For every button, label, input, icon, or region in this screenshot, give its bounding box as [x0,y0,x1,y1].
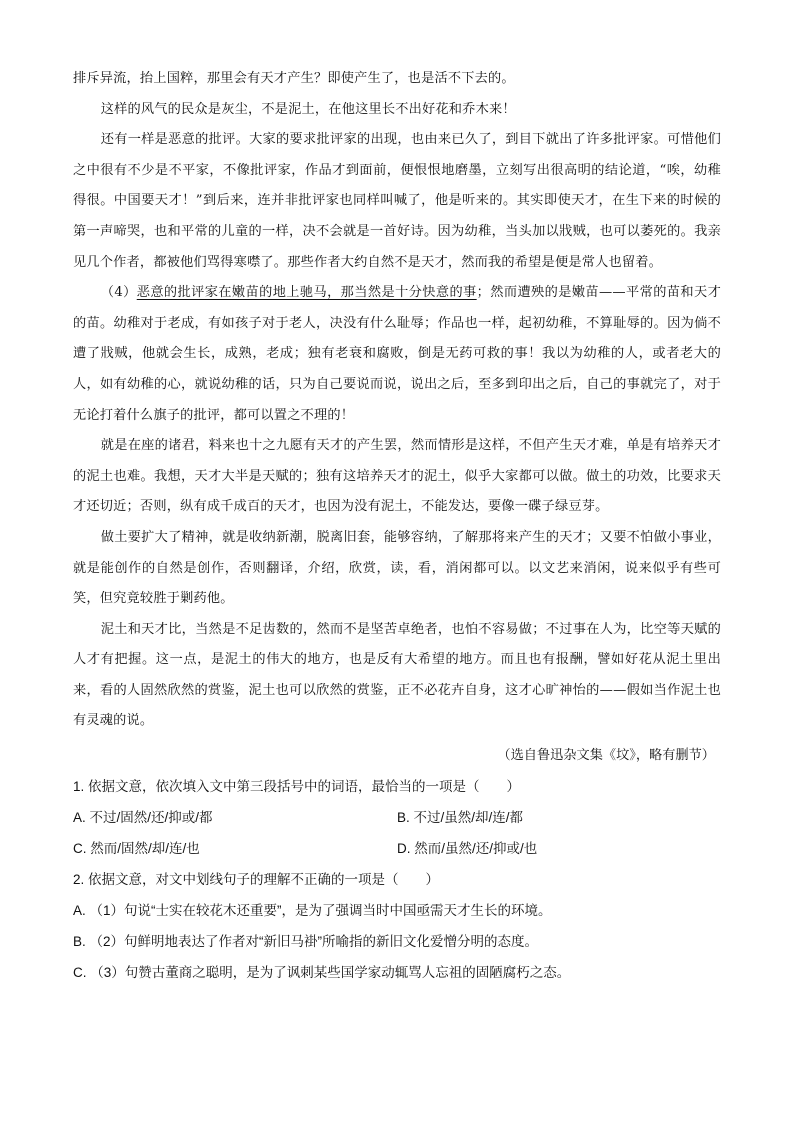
question-1-option-d: D. 然而/虽然/还/抑或/也 [397,841,538,857]
question-1-stem: 1. 依据文意，依次填入文中第三段括号中的词语，最恰当的一项是（ ） [73,779,521,795]
source-citation: （选自鲁迅杂文集《坟》，略有删节） [497,748,715,764]
question-2-option-a: A. （1）句说“士实在较花木还重要”，是为了强调当时中国亟需天才生长的环境。 [73,903,552,919]
question-2-option-b: B. （2）句鲜明地表达了作者对“新旧马褂”所喻指的新旧文化爱憎分明的态度。 [73,934,539,950]
passage-paragraph-6: 做土要扩大了精神，就是收纳新潮，脱离旧套，能够容纳，了解那将来产生的天才；又要不怕做小事业，就是能创作的自然是创作，否则翻译，介绍，欣赏，读，看，消闲都可以。以文艺来消闲，说来似乎有些可笑，但究竟较胜于剿药他。 [73,529,721,607]
passage-paragraph-4 [73,278,721,431]
question-1-option-a: A. 不过/固然/还/抑或/都 [73,810,213,826]
passage-paragraph-5: 就是在座的诸君，料来也十之九愿有天才的产生罢，然而情形是这样，不但产生天才难，单是有培养天才的泥土也难。我想，天才大半是天赋的；独有这培养天才的泥土，似乎大家都可以做。做土的功效，比要求天才还切近；否则，纵有成千成百的天才，也因为没有泥土，不能发达，要像一碟子绿豆芽。 [73,438,721,515]
question-2-option-c: C. （3）句赞古董商之聪明，是为了讽刺某些国学家动辄骂人忘祖的固陋腐朽之态。 [73,965,571,981]
passage-paragraph-3: 还有一样是恶意的批评。大家的要求批评家的出现，也由来已久了，到目下就出了许多批评家。可惜他们之中很有不少是不平家，不像批评家，作品才到面前，便恨恨地磨墨，立刻写出很高明的结论道，“唉，幼稚得很。中国要天才！”到后来，连并非批评家也同样叫喊了，他是听来的。其实即使天才，在生下来的时候的第一声啼哭，也和平常的儿童的一样，决不会就是一首好诗。因为幼稚，当头加以戕贼，也可以萎死的。我亲见几个作者，都被他们骂得寒噤了。那些作者大约自然不是天才，然而我的希望是便是常人也留着。 [73,132,721,270]
question-1-options-row-1 [73,802,721,833]
question-1-option-b: B. 不过/虽然/却/连/都 [397,810,524,826]
passage-paragraph-4-rest: ；然而遭殃的是嫩苗——平常的苗和天才的苗。幼稚对于老成，有如孩子对于老人，决没有什么耻辱；作品也一样，起初幼稚，不算耻辱的。因为倘不遭了戕贼，他就会生长，成熟，老成；独有老衰和腐败，倒是无药可救的事！我以为幼稚的人，或者老大的人，如有幼稚的心，就说幼稚的话，只为自己要说而说，说出之后，至多到印出之后，自己的事就完了，对于无论打着什么旗子的批评，都可以置之不理的！ [73,285,721,423]
passage-paragraph-1: 排斥异流，抬上国粹，那里会有天才产生？即使产生了，也是活不下去的。 [73,71,515,86]
question-1-option-c: C. 然而/固然/却/连/也 [73,841,200,857]
sentence-number-4: （4） [100,285,137,301]
underlined-sentence-4: 恶意的批评家在嫩苗的地上驰马，那当然是十分快意的事 [136,285,477,301]
passage-paragraph-7: 泥土和天才比，当然是不足齿数的，然而不是坚苦卓绝者，也怕不容易做；不过事在人为，比空等天赋的人才有把握。这一点，是泥土的伟大的地方，也是反有大希望的地方。而且也有报酬，譬如好花从泥土里出来，看的人固然欣然的赏鉴，泥土也可以欣然的赏鉴，正不必花卉自身，这才心旷神怡的——假如当作泥土也有灵魂的说。 [73,621,721,729]
question-1-options-row-2 [73,833,721,864]
question-2-stem: 2. 依据文意，对文中划线句子的理解不正确的一项是（ ） [73,872,440,888]
passage-paragraph-2: 这样的风气的民众是灰尘，不是泥土，在他这里长不出好花和乔木来！ [100,101,516,117]
document-page [73,64,721,988]
